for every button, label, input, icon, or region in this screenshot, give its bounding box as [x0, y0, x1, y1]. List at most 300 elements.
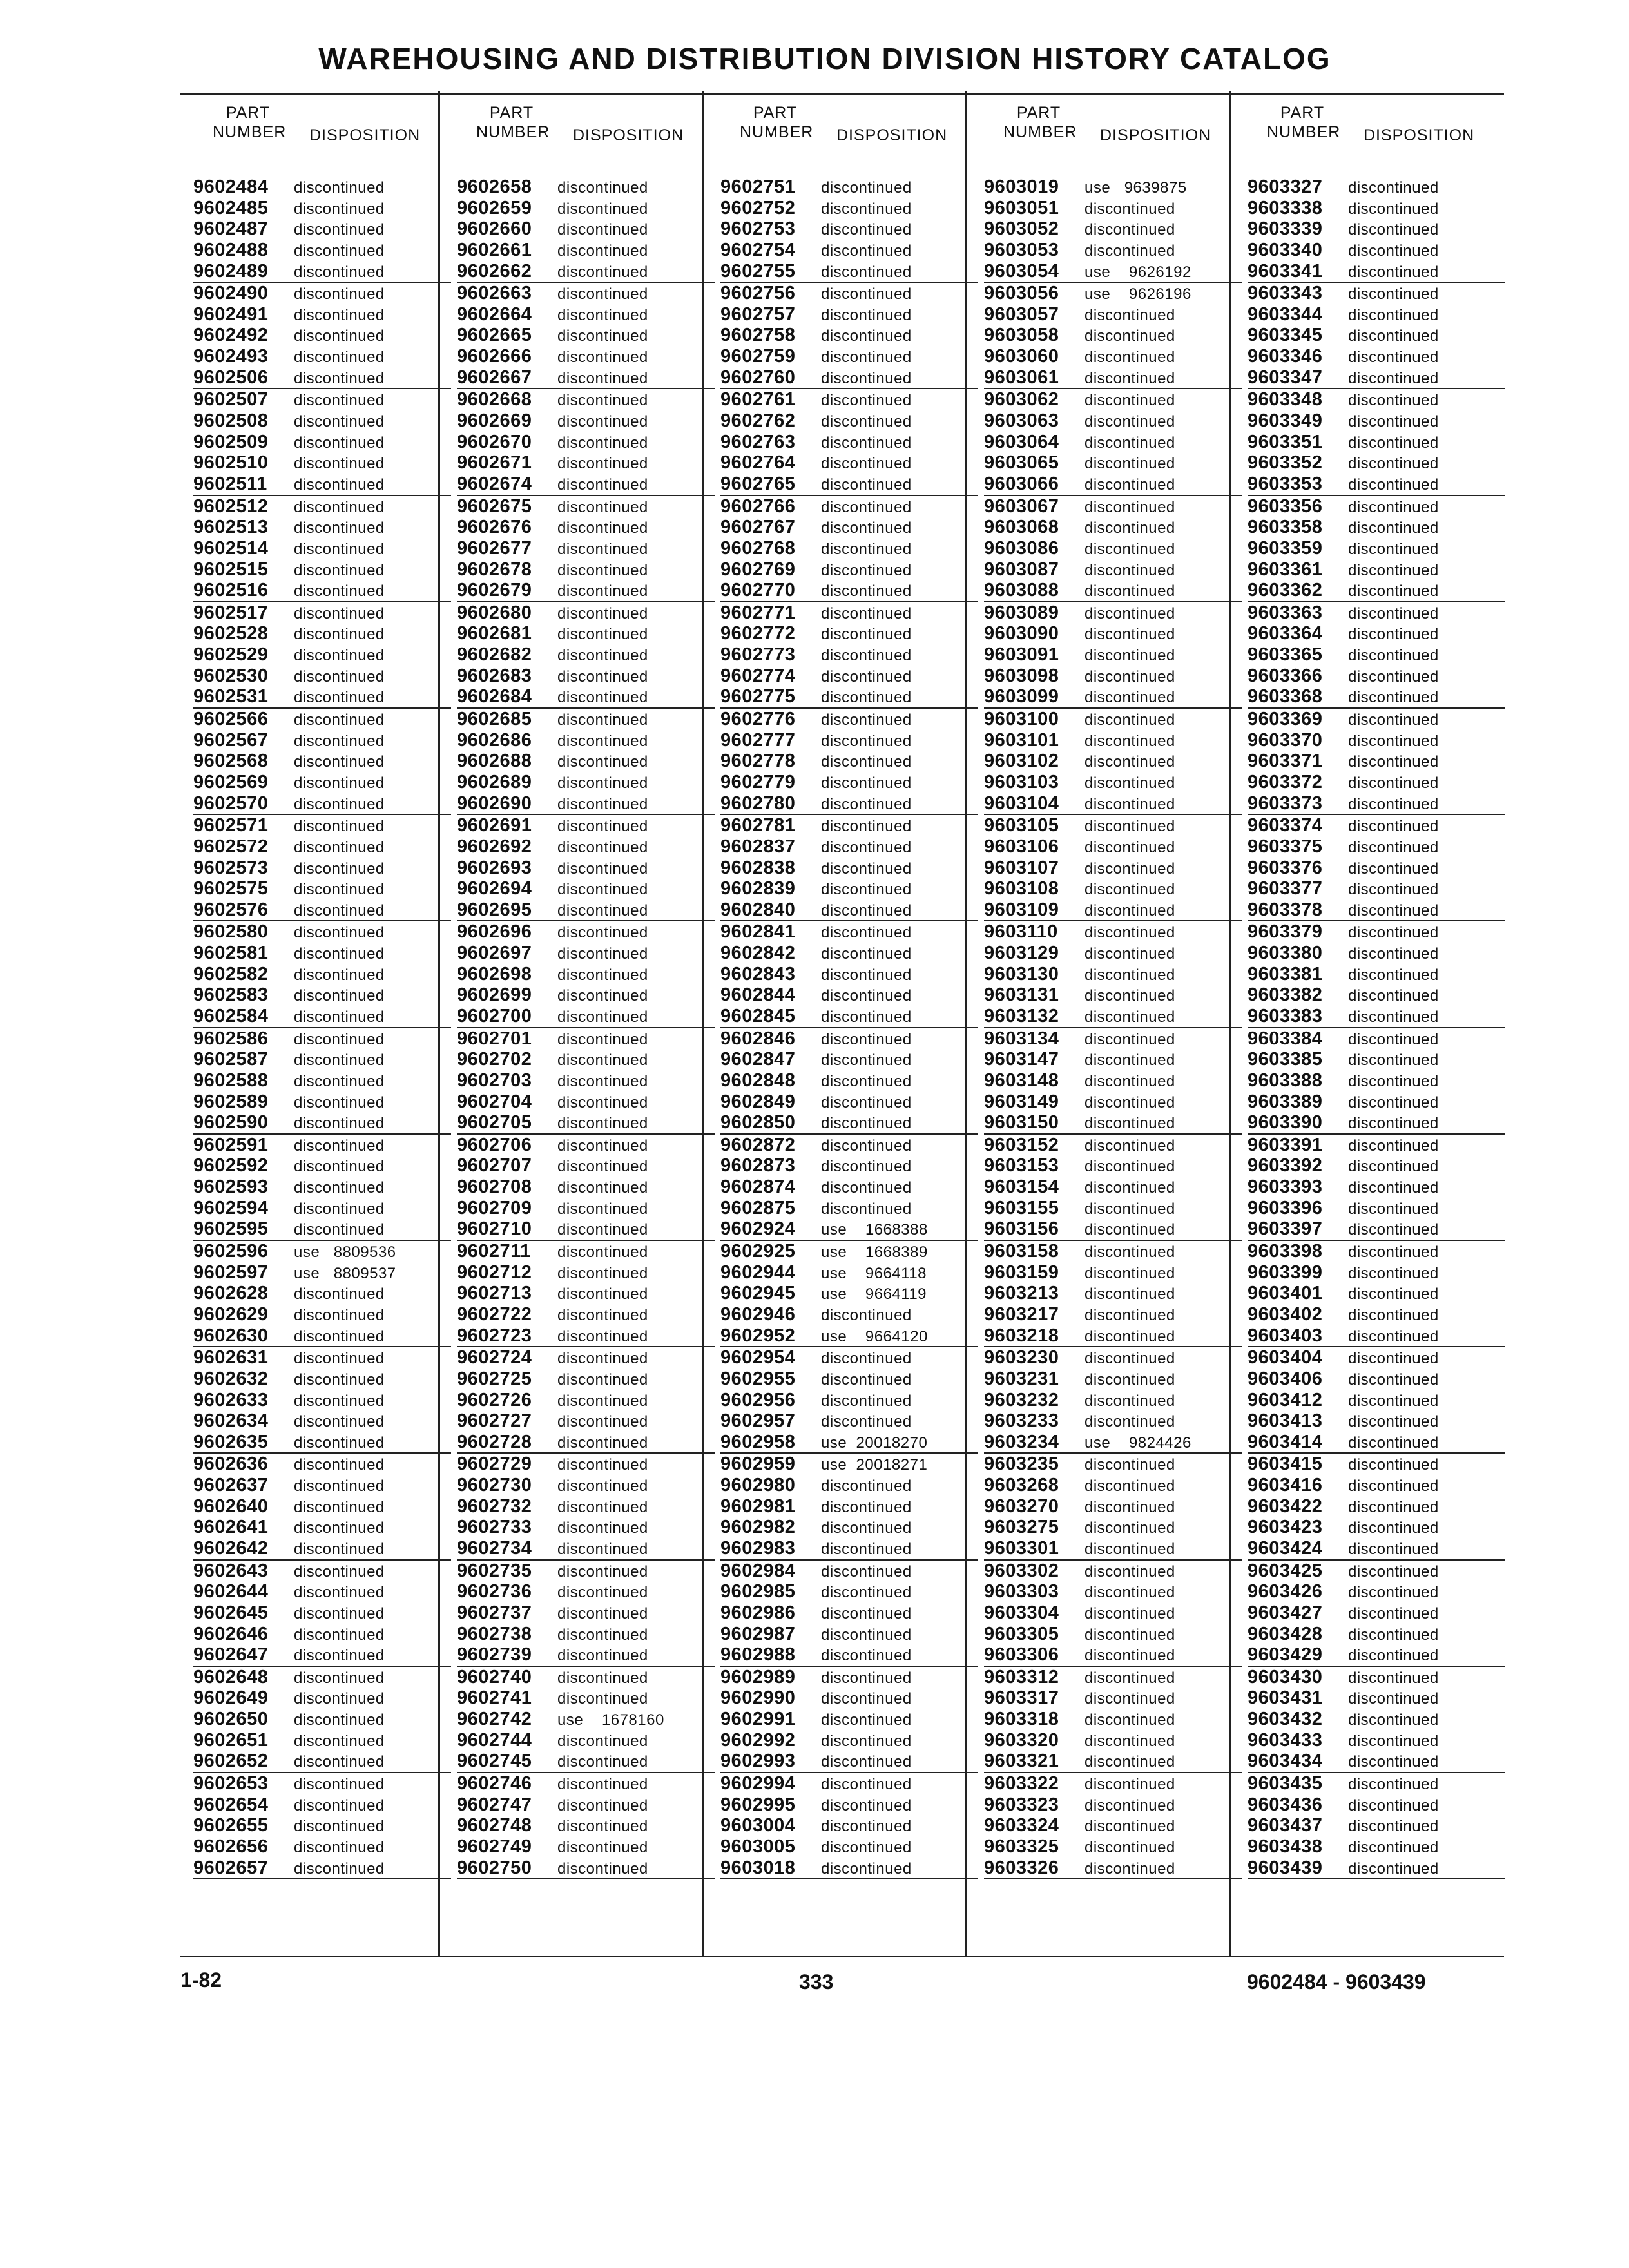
table-row	[1248, 1006, 1505, 1028]
disposition: discontinued	[294, 242, 385, 260]
part-number: 9602590	[193, 1112, 269, 1133]
table-row	[1248, 240, 1505, 261]
table-row	[984, 602, 1242, 624]
part-number: 9603103	[984, 771, 1059, 793]
table-row	[193, 1517, 451, 1538]
part-number: 9602630	[193, 1325, 269, 1346]
table-row	[720, 1177, 978, 1198]
part-number: 9602678	[457, 559, 532, 580]
part-number: 9603067	[984, 495, 1059, 517]
part-number: 9603391	[1248, 1134, 1323, 1155]
table-row	[720, 538, 978, 559]
table-row	[984, 1496, 1242, 1517]
table-row	[457, 1561, 715, 1582]
part-number: 9602680	[457, 602, 532, 623]
part-number: 9602737	[457, 1602, 532, 1623]
table-row	[984, 346, 1242, 367]
table-row	[1248, 1475, 1505, 1496]
table-row	[193, 1602, 451, 1624]
part-number: 9602691	[457, 815, 532, 836]
disposition: discontinued	[557, 774, 648, 792]
part-number: 9603312	[984, 1666, 1059, 1687]
table-row	[984, 559, 1242, 581]
table-row	[984, 432, 1242, 453]
table-row	[1248, 878, 1505, 899]
table-row	[984, 709, 1242, 730]
table-row	[457, 751, 715, 772]
part-number: 9603366	[1248, 665, 1323, 686]
table-row	[720, 1070, 978, 1091]
table-row	[984, 1773, 1242, 1794]
part-number: 9603403	[1248, 1325, 1323, 1346]
part-number: 9602770	[720, 580, 796, 601]
disposition: discontinued	[821, 1626, 912, 1644]
part-number: 9603053	[984, 239, 1059, 260]
part-number: 9603363	[1248, 602, 1323, 623]
part-number: 9602640	[193, 1495, 269, 1517]
table-row	[1248, 644, 1505, 666]
disposition: discontinued	[1348, 327, 1439, 345]
table-row	[193, 517, 451, 538]
part-number: 9602513	[193, 517, 269, 538]
disposition: discontinued	[1348, 774, 1439, 792]
column-header	[720, 103, 978, 177]
disposition: discontinued	[557, 1008, 648, 1026]
disposition: discontinued	[821, 966, 912, 984]
disposition: discontinued	[557, 1562, 648, 1581]
disposition: discontinued	[294, 924, 385, 942]
disposition: discontinued	[294, 1838, 385, 1856]
table-row	[193, 1667, 451, 1688]
disposition: discontinued	[1084, 327, 1175, 345]
table-row	[457, 1538, 715, 1561]
part-number: 9603340	[1248, 239, 1323, 260]
disposition: discontinued	[1084, 476, 1175, 494]
part-number: 9602529	[193, 644, 269, 666]
disposition: discontinued	[557, 901, 648, 919]
part-number: 9602722	[457, 1303, 532, 1325]
disposition: discontinued	[1348, 1327, 1439, 1345]
disposition: discontinued	[821, 434, 912, 452]
disposition: discontinued	[1084, 604, 1175, 622]
disposition: discontinued	[557, 1327, 648, 1345]
part-number: 9602844	[720, 985, 796, 1006]
disposition: discontinued	[557, 455, 648, 473]
part-number: 9602733	[457, 1517, 532, 1538]
disposition: discontinued	[1348, 1306, 1439, 1324]
part-number: 9603430	[1248, 1666, 1323, 1687]
part-number: 9602726	[457, 1389, 532, 1410]
table-row	[193, 1836, 451, 1858]
table-row	[1248, 1709, 1505, 1730]
disposition: discontinued	[557, 519, 648, 537]
table-row	[193, 1751, 451, 1773]
part-number: 9602708	[457, 1177, 532, 1198]
disposition: discontinued	[294, 306, 385, 324]
table-row	[1248, 1091, 1505, 1113]
disposition: use 8809536	[294, 1244, 396, 1262]
part-number: 9602683	[457, 665, 532, 686]
part-number: 9602588	[193, 1070, 269, 1091]
disposition: discontinued	[1348, 1434, 1439, 1452]
disposition: discontinued	[1348, 349, 1439, 367]
disposition: discontinued	[821, 1200, 912, 1218]
table-row	[720, 1028, 978, 1050]
disposition: discontinued	[557, 1732, 648, 1750]
part-number: 9602676	[457, 517, 532, 538]
table-row	[984, 1561, 1242, 1582]
part-number: 9603425	[1248, 1560, 1323, 1581]
table-row	[984, 1517, 1242, 1538]
part-number: 9603087	[984, 559, 1059, 580]
part-number: 9602508	[193, 410, 269, 432]
part-number: 9602633	[193, 1389, 269, 1410]
disposition: discontinued	[1348, 413, 1439, 431]
disposition: discontinued	[821, 221, 912, 239]
disposition: discontinued	[1348, 1626, 1439, 1644]
part-number: 9602509	[193, 431, 269, 452]
part-number-header: PART NUMBER	[1267, 104, 1341, 141]
disposition: discontinued	[1084, 1327, 1175, 1345]
table-row	[984, 538, 1242, 559]
disposition: discontinued	[1084, 1776, 1175, 1794]
part-number: 9602745	[457, 1751, 532, 1772]
part-number: 9603158	[984, 1241, 1059, 1262]
part-number: 9602982	[720, 1517, 796, 1538]
part-number: 9602711	[457, 1241, 531, 1262]
part-number: 9602642	[193, 1538, 269, 1559]
table-row	[1248, 1581, 1505, 1602]
table-row	[984, 1687, 1242, 1709]
part-number: 9603056	[984, 283, 1059, 304]
table-row	[193, 410, 451, 432]
disposition: discontinued	[1348, 1711, 1439, 1729]
disposition: discontinued	[294, 1690, 385, 1708]
part-number: 9602488	[193, 239, 269, 260]
disposition: discontinued	[1348, 285, 1439, 303]
disposition: discontinued	[1084, 1093, 1175, 1111]
part-number: 9603150	[984, 1112, 1059, 1133]
part-number: 9602959	[720, 1454, 796, 1475]
part-number: 9603358	[1248, 517, 1323, 538]
table-row	[720, 943, 978, 964]
disposition: discontinued	[294, 519, 385, 537]
part-number: 9602679	[457, 580, 532, 601]
table-row	[193, 686, 451, 709]
disposition: discontinued	[557, 1838, 648, 1856]
disposition: discontinued	[1348, 1370, 1439, 1389]
disposition: discontinued	[1348, 476, 1439, 494]
table-row	[193, 1241, 451, 1262]
part-number: 9602647	[193, 1644, 269, 1666]
disposition: discontinued	[294, 647, 385, 665]
table-row	[193, 730, 451, 751]
table-row	[1248, 283, 1505, 304]
part-number: 9602597	[193, 1262, 269, 1283]
table-row	[984, 325, 1242, 346]
disposition: discontinued	[557, 795, 648, 813]
part-number: 9602634	[193, 1410, 269, 1432]
disposition: discontinued	[557, 668, 648, 686]
table-row	[193, 1049, 451, 1070]
part-number: 9603091	[984, 644, 1059, 666]
part-number: 9602983	[720, 1538, 796, 1559]
disposition: discontinued	[557, 1052, 648, 1070]
disposition: discontinued	[1084, 753, 1175, 771]
table-row	[984, 283, 1242, 304]
part-number: 9602682	[457, 644, 532, 666]
disposition: discontinued	[821, 1732, 912, 1750]
disposition: discontinued	[821, 327, 912, 345]
table-row	[457, 1517, 715, 1538]
part-number: 9603435	[1248, 1773, 1323, 1794]
part-number: 9602654	[193, 1794, 269, 1815]
part-number: 9602515	[193, 559, 269, 580]
part-number: 9602669	[457, 410, 532, 432]
column-header	[457, 103, 715, 177]
disposition: discontinued	[294, 540, 385, 558]
disposition: discontinued	[1348, 179, 1439, 197]
table-row	[984, 1198, 1242, 1219]
table-row	[984, 452, 1242, 474]
table-row	[1248, 1773, 1505, 1794]
part-number: 9603402	[1248, 1303, 1323, 1325]
table-row	[457, 1369, 715, 1390]
disposition: discontinued	[1084, 519, 1175, 537]
disposition: discontinued	[821, 263, 912, 281]
table-row	[193, 1581, 451, 1602]
disposition: discontinued	[294, 1860, 385, 1878]
table-row	[984, 943, 1242, 964]
part-number: 9603132	[984, 1005, 1059, 1026]
disposition: discontinued	[821, 1008, 912, 1026]
part-number: 9602484	[193, 177, 269, 197]
part-number: 9603393	[1248, 1177, 1323, 1198]
part-number: 9602757	[720, 303, 796, 325]
part-number: 9603063	[984, 410, 1059, 432]
part-number: 9602762	[720, 410, 796, 432]
table-row	[1248, 1794, 1505, 1816]
part-number: 9603065	[984, 452, 1059, 474]
part-number: 9603066	[984, 473, 1059, 494]
disposition: discontinued	[1084, 1732, 1175, 1750]
disposition: discontinued	[557, 647, 648, 665]
table-row	[1248, 1815, 1505, 1836]
table-row	[457, 346, 715, 367]
table-row	[1248, 943, 1505, 964]
table-row	[720, 1347, 978, 1369]
part-number: 9603370	[1248, 729, 1323, 751]
part-number: 9602592	[193, 1155, 269, 1177]
table-row	[984, 1155, 1242, 1177]
part-number: 9602772	[720, 623, 796, 644]
disposition: discontinued	[821, 1753, 912, 1771]
part-number: 9602774	[720, 665, 796, 686]
disposition: discontinued	[1084, 1008, 1175, 1026]
table-row	[457, 1390, 715, 1411]
table-row	[984, 644, 1242, 666]
disposition: discontinued	[294, 1158, 385, 1176]
part-number: 9602872	[720, 1134, 796, 1155]
part-number: 9602591	[193, 1134, 269, 1155]
part-number: 9603062	[984, 389, 1059, 410]
part-number: 9602712	[457, 1262, 532, 1283]
disposition: discontinued	[294, 200, 385, 218]
table-row	[1248, 1262, 1505, 1283]
part-number: 9603303	[984, 1581, 1059, 1602]
part-number: 9602777	[720, 729, 796, 751]
part-number: 9603413	[1248, 1410, 1323, 1432]
part-number: 9603432	[1248, 1709, 1323, 1730]
part-number: 9603147	[984, 1049, 1059, 1070]
table-row	[720, 1241, 978, 1262]
part-number: 9602649	[193, 1687, 269, 1709]
table-row	[457, 517, 715, 538]
part-number: 9602734	[457, 1538, 532, 1559]
table-row	[720, 389, 978, 410]
part-number: 9602666	[457, 346, 532, 367]
table-row	[457, 1028, 715, 1050]
disposition: discontinued	[557, 349, 648, 367]
table-row	[720, 1325, 978, 1348]
disposition: discontinued	[1348, 1008, 1439, 1026]
disposition: discontinued	[821, 1477, 912, 1495]
part-number: 9603345	[1248, 325, 1323, 346]
part-number: 9602850	[720, 1112, 796, 1133]
table-row	[720, 325, 978, 346]
disposition: discontinued	[1348, 753, 1439, 771]
disposition: discontinued	[557, 1244, 648, 1262]
table-row	[457, 985, 715, 1006]
disposition: discontinued	[1348, 200, 1439, 218]
table-row	[193, 602, 451, 624]
table-row	[193, 580, 451, 602]
table-row	[193, 899, 451, 922]
table-row	[457, 644, 715, 666]
disposition: discontinued	[1084, 1072, 1175, 1090]
part-number: 9602657	[193, 1857, 269, 1878]
disposition: discontinued	[1348, 987, 1439, 1005]
part-number: 9603230	[984, 1347, 1059, 1369]
table-row	[720, 1517, 978, 1538]
part-number: 9603320	[984, 1729, 1059, 1751]
part-number: 9603152	[984, 1134, 1059, 1155]
table-row	[457, 538, 715, 559]
part-number: 9602750	[457, 1857, 532, 1878]
part-number: 9602944	[720, 1262, 796, 1283]
table-row	[457, 1475, 715, 1496]
disposition: discontinued	[1348, 924, 1439, 942]
part-number-header: PART NUMBER	[740, 104, 814, 141]
part-number: 9602748	[457, 1815, 532, 1836]
disposition: discontinued	[1084, 1753, 1175, 1771]
table-row	[457, 1091, 715, 1113]
table-row	[984, 1049, 1242, 1070]
disposition: discontinued	[1084, 1456, 1175, 1474]
table-row	[984, 1112, 1242, 1135]
part-number: 9602779	[720, 771, 796, 793]
table-row	[457, 1049, 715, 1070]
table-row	[193, 1624, 451, 1645]
disposition: discontinued	[821, 392, 912, 410]
part-number: 9603327	[1248, 177, 1323, 197]
table-row	[720, 1858, 978, 1880]
table-row	[984, 410, 1242, 432]
part-number: 9602742	[457, 1709, 532, 1730]
part-number: 9603102	[984, 751, 1059, 772]
disposition: discontinued	[294, 795, 385, 813]
part-number: 9602990	[720, 1687, 796, 1709]
part-number: 9602729	[457, 1454, 532, 1475]
table-row	[720, 177, 978, 198]
part-number: 9602581	[193, 943, 269, 964]
table-row	[984, 1347, 1242, 1369]
part-number: 9603218	[984, 1325, 1059, 1346]
table-row	[720, 1602, 978, 1624]
table-row	[984, 177, 1242, 198]
disposition: discontinued	[1348, 1264, 1439, 1282]
part-number: 9602643	[193, 1560, 269, 1581]
part-number: 9603089	[984, 602, 1059, 623]
disposition: discontinued	[557, 689, 648, 707]
part-number: 9602839	[720, 878, 796, 899]
disposition: use 9626196	[1084, 285, 1191, 303]
disposition: discontinued	[1084, 455, 1175, 473]
part-number: 9602945	[720, 1283, 796, 1304]
part-number: 9603437	[1248, 1815, 1323, 1836]
disposition: discontinued	[1084, 1158, 1175, 1176]
disposition: discontinued	[557, 200, 648, 218]
part-number: 9602653	[193, 1773, 269, 1794]
disposition: discontinued	[294, 1306, 385, 1324]
disposition: use 1668388	[821, 1221, 928, 1239]
part-number: 9602530	[193, 665, 269, 686]
part-number: 9603415	[1248, 1454, 1323, 1475]
part-number: 9602635	[193, 1431, 269, 1452]
top-rule	[180, 93, 1504, 95]
part-number: 9603374	[1248, 815, 1323, 836]
table-row	[984, 878, 1242, 899]
part-number: 9603004	[720, 1815, 796, 1836]
disposition: discontinued	[821, 1115, 912, 1133]
part-number: 9603429	[1248, 1644, 1323, 1666]
table-row	[984, 496, 1242, 517]
disposition: discontinued	[821, 1072, 912, 1090]
disposition: discontinued	[557, 498, 648, 516]
disposition: discontinued	[1084, 1711, 1175, 1729]
part-number: 9602845	[720, 1005, 796, 1026]
part-number: 9602986	[720, 1602, 796, 1623]
disposition: discontinued	[821, 1541, 912, 1558]
table-row	[193, 1177, 451, 1198]
disposition: discontinued	[1348, 1285, 1439, 1303]
disposition: discontinued	[294, 1350, 385, 1368]
table-row	[1248, 538, 1505, 559]
table-row	[193, 304, 451, 325]
disposition: discontinued	[294, 369, 385, 387]
disposition: discontinued	[1348, 1860, 1439, 1878]
table-row	[720, 1836, 978, 1858]
disposition: discontinued	[821, 1030, 912, 1048]
table-row	[193, 1070, 451, 1091]
disposition: discontinued	[294, 179, 385, 197]
part-number: 9602989	[720, 1666, 796, 1687]
part-number: 9603275	[984, 1517, 1059, 1538]
table-row	[193, 1644, 451, 1667]
table-row	[457, 709, 715, 730]
part-number: 9602662	[457, 260, 532, 282]
part-number: 9602645	[193, 1602, 269, 1623]
